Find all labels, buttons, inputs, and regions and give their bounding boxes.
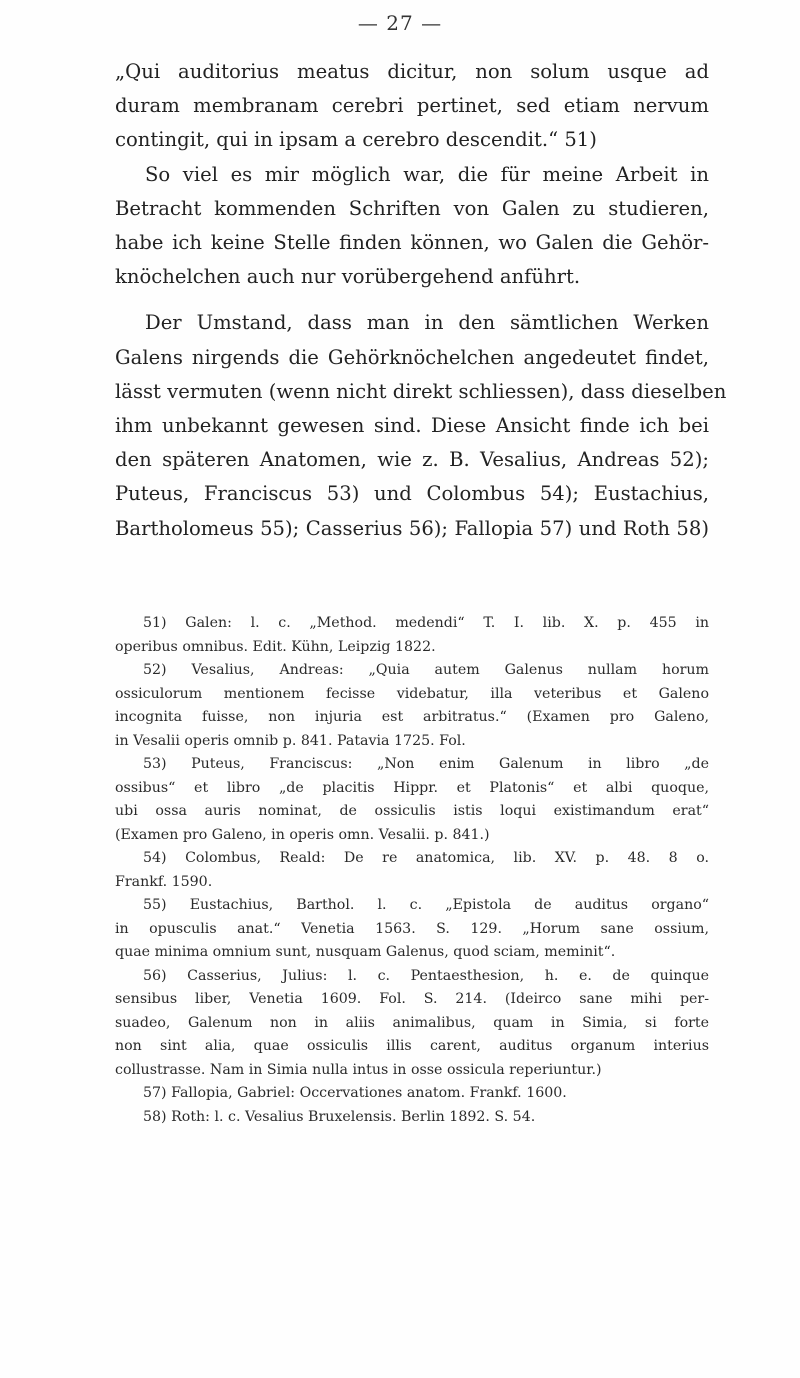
footnote-line: sensibus liber, Venetia 1609. Fol. S. 214. (Ideirco sane mihi per- [115, 991, 709, 1007]
text-line: Der Umstand, dass man in den sämtlichen Werken [145, 311, 709, 335]
text-line: lässt vermuten (wenn nicht direkt schliessen), dass dieselben [115, 379, 727, 403]
text-line: ihm unbekannt gewesen sind. Diese Ansicht finde ich bei [115, 414, 709, 438]
footnote-line: quae minima omnium sunt, nusquam Galenus, quod sciam, meminit“. [115, 944, 616, 960]
footnotes [115, 612, 709, 1129]
footnote-line: ubi ossa auris nominat, de ossiculis istis loqui existimandum erat“ [115, 803, 709, 819]
footnote-56 [115, 965, 709, 1083]
footnote-line: incognita fuisse, non injuria est arbitratus.“ (Examen pro Galeno, [115, 709, 709, 725]
footnote-line: Frankf. 1590. [115, 873, 213, 890]
main-text [115, 55, 727, 546]
text-line: Betracht kommenden Schriften von Galen zu studieren, [115, 196, 709, 220]
footnote-line: 54) Colombus, Reald: De re anatomica, lib. XV. p. 48. 8 o. [143, 850, 709, 866]
page-number: — 27 — [357, 11, 443, 35]
footnote-line: (Examen pro Galeno, in operis omn. Vesalii. p. 841.) [115, 826, 490, 843]
footnote-line: 58) Roth: l. c. Vesalius Bruxelensis. Berlin 1892. S. 54. [143, 1108, 536, 1125]
footnote-line: in Vesalii operis omnib p. 841. Patavia 1725. Fol. [115, 732, 466, 749]
text-line: Bartholomeus 55); Casserius 56); Fallopia 57) und Roth 58) [115, 516, 709, 540]
footnote-line: suadeo, Galenum non in aliis animalibus, quam in Simia, si forte [115, 1014, 709, 1031]
text-line: duram membranam cerebri pertinet, sed etiam nervum [115, 94, 709, 118]
footnote-line: 53) Puteus, Franciscus: „Non enim Galenum in libro „de [143, 756, 709, 772]
text-line: knöchelchen auch nur vorübergehend anführt. [115, 265, 581, 289]
footnote-57 [115, 1082, 709, 1106]
paragraph-anatomists [115, 306, 727, 545]
footnote-line: ossiculorum mentionem fecisse videbatur, illa veteribus et Galeno [115, 685, 709, 702]
footnote-line: non sint alia, quae ossiculis illis carent, auditus organum interius [115, 1038, 709, 1054]
text-line: So viel es mir möglich war, die für meine Arbeit in [145, 162, 709, 186]
footnote-line: ossibus“ et libro „de placitis Hippr. et Platonis“ et albi quoque, [115, 779, 709, 796]
footnote-line: operibus omnibus. Edit. Kühn, Leipzig 1822. [115, 638, 436, 655]
footnote-51 [115, 612, 709, 659]
text-line: contingit, qui in ipsam a cerebro descendit.“ 51) [115, 128, 597, 152]
text-line: Puteus, Franciscus 53) und Colombus 54); Eustachius, [115, 482, 709, 506]
paragraph-galen-study [115, 158, 709, 295]
footnote-line: in opusculis anat.“ Venetia 1563. S. 129. „Horum sane ossium, [115, 920, 709, 937]
footnote-line: 55) Eustachius, Barthol. l. c. „Epistola de auditus organo“ [143, 897, 709, 913]
text-line: Galens nirgends die Gehörknöchelchen angedeutet findet, [115, 345, 709, 369]
footnote-line: 51) Galen: l. c. „Method. medendi“ T. I. lib. X. p. 455 in [143, 615, 709, 631]
paragraph-gap [115, 294, 709, 306]
footnote-52 [115, 659, 709, 753]
footnote-58 [115, 1106, 709, 1130]
footnote-line: collustrasse. Nam in Simia nulla intus in osse ossicula reperiuntur.) [115, 1061, 602, 1078]
paragraph-quote [115, 55, 709, 158]
footnote-line: 56) Casserius, Julius: l. c. Pentaesthesion, h. e. de quinque [143, 967, 709, 984]
footnote-53 [115, 753, 709, 847]
footnote-line: 57) Fallopia, Gabriel: Occervationes anatom. Frankf. 1600. [143, 1085, 567, 1101]
footnote-54 [115, 847, 709, 894]
text-line: „Qui auditorius meatus dicitur, non solum usque ad [115, 60, 709, 83]
text-line: habe ich keine Stelle finden können, wo Galen die Gehör- [115, 231, 709, 255]
footnote-55 [115, 894, 709, 965]
text-line: den späteren Anatomen, wie z. B. Vesalius, Andreas 52); [115, 448, 709, 472]
footnote-line: 52) Vesalius, Andreas: „Quia autem Galenus nullam horum [143, 662, 709, 678]
